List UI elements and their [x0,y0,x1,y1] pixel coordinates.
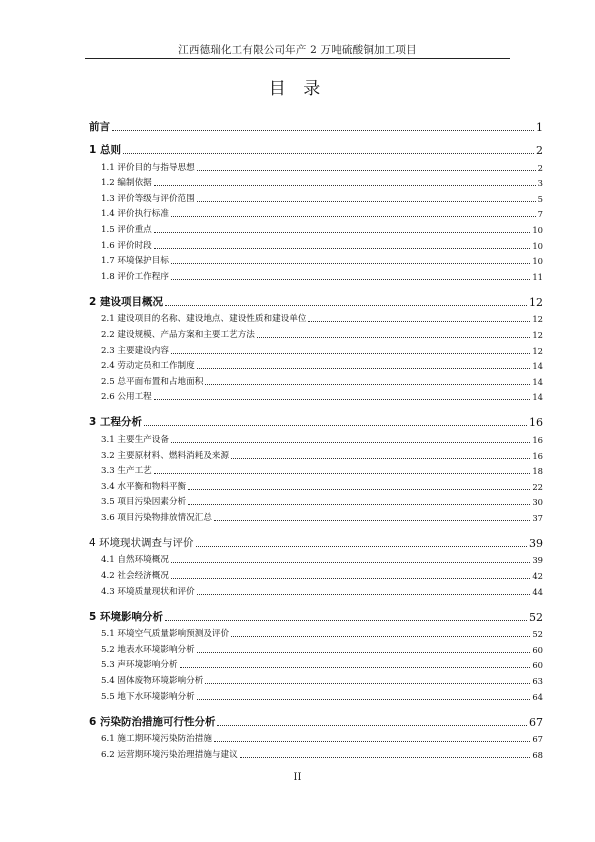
dot-leader [154,473,531,474]
toc-section-title: 1.4 评价执行标准 [101,209,169,220]
toc-section-entry[interactable] [89,729,543,745]
toc-page-number: 7 [537,209,543,220]
toc-page-number: 14 [532,392,543,403]
table-of-contents [89,111,543,764]
toc-section-entry[interactable] [89,492,543,508]
toc-page-number: 60 [532,644,543,655]
toc-section-title: 1.2 编制依据 [101,178,152,189]
dot-leader [123,153,534,154]
running-header: 江西德瑞化工有限公司年产 2 万吨硫酸铜加工项目 [178,44,417,56]
dot-leader [171,279,530,280]
toc-page-number: 44 [532,586,543,597]
toc-chapter-title: 4 环境现状调查与评价 [89,536,194,549]
toc-chapter-entry[interactable] [89,706,543,729]
header-divider [85,58,510,59]
toc-section-title: 4.1 自然环境概况 [101,555,169,566]
toc-section-entry[interactable] [89,324,543,340]
toc-section-entry[interactable] [89,266,543,282]
toc-page-number: 1 [536,121,543,134]
toc-page-number: 67 [529,715,543,729]
dot-leader [112,130,534,131]
toc-chapter-entry[interactable] [89,406,543,429]
page-number: II [293,772,302,783]
toc-section-title: 1.7 环境保护目标 [101,256,169,267]
toc-section-entry[interactable] [89,565,543,581]
toc-section-title: 5.2 地表水环境影响分析 [101,644,195,655]
dot-leader [240,757,531,758]
dot-leader [165,305,527,306]
toc-chapter-title: 3 工程分析 [89,416,142,429]
toc-section-entry[interactable] [89,624,543,640]
toc-section-title: 3.1 主要生产设备 [101,434,169,445]
toc-page-number: 10 [532,240,543,251]
toc-section-title: 6.1 施工期环境污染防治措施 [101,734,212,745]
toc-page-number: 30 [532,497,543,508]
dot-leader [171,263,530,264]
toc-page-number: 16 [532,450,543,461]
toc-page-number: 60 [532,660,543,671]
toc-section-entry[interactable] [89,550,543,566]
toc-section-entry[interactable] [89,251,543,267]
toc-section-entry[interactable] [89,507,543,523]
toc-section-title: 2.2 建设规模、产品方案和主要工艺方法 [101,329,255,340]
dot-leader [197,368,531,369]
toc-page-number: 42 [532,571,543,582]
toc-page-number: 67 [532,734,543,745]
toc-page-number: 39 [532,555,543,566]
toc-page-number: 52 [529,610,543,624]
toc-section-title: 3.6 项目污染物排放情况汇总 [101,512,212,523]
toc-section-title: 2.6 公用工程 [101,392,152,403]
dot-leader [231,636,530,637]
toc-section-title: 3.5 项目污染因素分析 [101,497,187,508]
toc-section-entry[interactable] [89,204,543,220]
toc-section-title: 4.3 环境质量现状和评价 [101,586,195,597]
toc-page-number: 68 [532,749,543,760]
toc-page-number: 12 [529,295,543,309]
toc-page-number: 12 [532,314,543,325]
toc-page-number: 14 [532,361,543,372]
toc-page-number: 11 [532,271,543,282]
dot-leader [197,652,531,653]
toc-page-number: 64 [532,691,543,702]
toc-chapter-entry[interactable] [89,527,543,550]
toc-page-number: 16 [532,434,543,445]
toc-section-title: 2.1 建设项目的名称、建设地点、建设性质和建设单位 [101,314,307,325]
toc-section-title: 3.2 主要原材料、燃料消耗及来源 [101,450,230,461]
dot-leader [144,425,527,426]
toc-section-title: 4.2 社会经济概况 [101,571,169,582]
toc-section-entry[interactable] [89,744,543,760]
toc-section-entry[interactable] [89,445,543,461]
toc-chapter-entry[interactable] [89,134,543,157]
toc-chapter-title: 6 污染防治措施可行性分析 [89,715,216,728]
toc-page-number: 2 [536,144,543,157]
toc-section-entry[interactable] [89,670,543,686]
toc-page-number: 3 [537,178,543,189]
dot-leader [214,741,530,742]
toc-section-entry[interactable] [89,655,543,671]
toc-section-entry[interactable] [89,686,543,702]
toc-chapter-title: 2 建设项目概况 [89,295,163,308]
toc-chapter-title: 5 环境影响分析 [89,610,163,623]
toc-page-number: 37 [532,512,543,523]
toc-page-number: 18 [532,466,543,477]
dot-leader [197,201,536,202]
toc-section-title: 1.1 评价目的与指导思想 [101,162,195,173]
toc-chapter-title: 1 总则 [89,144,121,156]
toc-section-title: 5.3 声环境影响分析 [101,660,178,671]
toc-section-entry[interactable] [89,581,543,597]
dot-leader [171,562,530,563]
toc-section-title: 1.6 评价时段 [101,240,152,251]
toc-chapter-title: 前言 [89,121,110,133]
toc-page-number: 16 [529,416,543,430]
toc-section-entry[interactable] [89,429,543,445]
dot-leader [171,578,530,579]
dot-leader [197,594,531,595]
dot-leader [308,321,530,322]
dot-leader [171,353,530,354]
toc-section-title: 3.4 水平衡和物料平衡 [101,481,187,492]
toc-section-title: 5.4 固体废物环境影响分析 [101,676,204,687]
dot-leader [154,232,531,233]
toc-section-entry[interactable] [89,639,543,655]
dot-leader [257,337,530,338]
toc-section-title: 6.2 运营期环境污染治理措施与建议 [101,749,238,760]
toc-section-title: 1.8 评价工作程序 [101,271,169,282]
dot-leader [205,683,530,684]
section-spacer [89,760,543,764]
toc-section-title: 2.4 劳动定员和工作制度 [101,361,195,372]
toc-page-number: 10 [532,224,543,235]
dot-leader [154,185,536,186]
toc-section-title: 1.5 评价重点 [101,224,152,235]
toc-page-number: 12 [532,329,543,340]
dot-leader [171,216,536,217]
dot-leader [154,399,531,400]
toc-section-entry[interactable] [89,476,543,492]
toc-page-number: 14 [532,376,543,387]
dot-leader [196,546,527,547]
toc-section-title: 5.5 地下水环境影响分析 [101,691,195,702]
toc-section-title: 1.3 评价等级与评价范围 [101,193,195,204]
dot-leader [188,504,530,505]
toc-section-title: 3.3 生产工艺 [101,466,152,477]
dot-leader [197,699,531,700]
toc-page-number: 10 [532,256,543,267]
page-title: 目 录 [268,79,327,99]
toc-page-number: 39 [529,536,543,550]
dot-leader [214,520,530,521]
dot-leader [205,384,530,385]
toc-page-number: 22 [532,481,543,492]
toc-section-entry[interactable] [89,461,543,477]
dot-leader [165,620,527,621]
toc-chapter-entry[interactable] [89,111,543,134]
toc-chapter-entry[interactable] [89,601,543,624]
dot-leader [197,170,536,171]
toc-page-number: 5 [537,193,543,204]
dot-leader [154,248,531,249]
dot-leader [171,442,530,443]
dot-leader [180,667,531,668]
toc-section-entry[interactable] [89,173,543,189]
toc-section-title: 5.1 环境空气质量影响预测及评价 [101,629,230,640]
toc-section-title: 2.5 总平面布置和占地面积 [101,376,204,387]
toc-section-entry[interactable] [89,309,543,325]
toc-section-entry[interactable] [89,235,543,251]
toc-section-entry[interactable] [89,371,543,387]
toc-page-number: 12 [532,345,543,356]
toc-section-entry[interactable] [89,340,543,356]
toc-chapter-entry[interactable] [89,286,543,309]
dot-leader [231,458,530,459]
toc-page-number: 63 [532,676,543,687]
toc-section-entry[interactable] [89,157,543,173]
dot-leader [188,489,530,490]
toc-section-entry[interactable] [89,219,543,235]
toc-section-title: 2.3 主要建设内容 [101,345,169,356]
toc-page-number: 52 [532,629,543,640]
toc-page-number: 2 [537,162,543,173]
toc-section-entry[interactable] [89,387,543,403]
toc-section-entry[interactable] [89,356,543,372]
toc-section-entry[interactable] [89,188,543,204]
dot-leader [217,725,527,726]
